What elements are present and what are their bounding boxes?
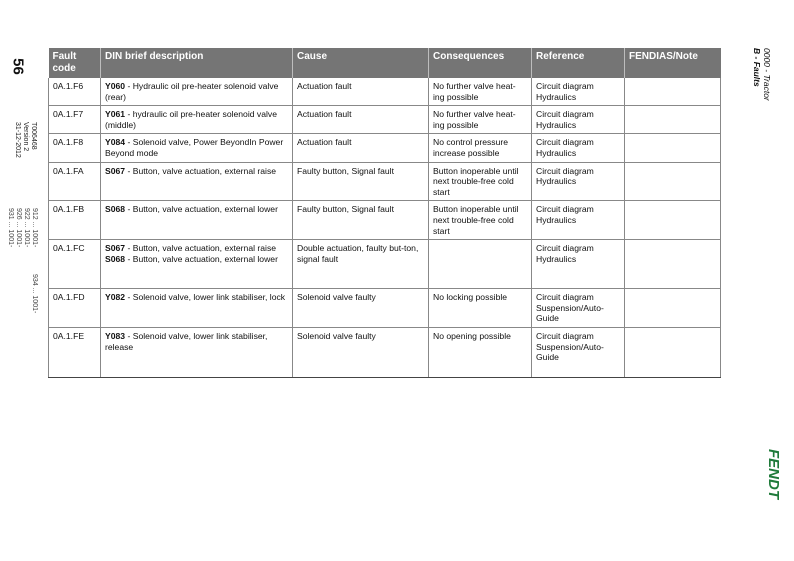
consequences-cell (429, 240, 532, 289)
faults-table (48, 48, 721, 378)
left-margin (4, 48, 40, 368)
doc-date: 31-12-2012 (14, 122, 21, 158)
table-row (49, 289, 721, 328)
fault-code-cell: 0A.1.F8 (49, 134, 101, 162)
fault-code-cell: 0A.1.FD (49, 289, 101, 328)
section-line-1: 0000 - Tractor (762, 48, 772, 101)
consequences-cell: No control pressure increase possible (429, 134, 532, 162)
description-entry (105, 166, 288, 177)
component-description: - Hydraulic oil pre-heater solenoid valve (rear) (105, 81, 279, 102)
table-row (49, 201, 721, 240)
table-row (49, 134, 721, 162)
note-cell (625, 78, 721, 106)
note-cell (625, 327, 721, 377)
col-fault-code: Fault code (49, 48, 101, 78)
component-description: - Button, valve actuation, external lower (125, 204, 278, 215)
consequences-cell: Button inoperable until next trouble-free cold start (429, 201, 532, 240)
cause-cell: Actuation fault (293, 134, 429, 162)
description-cell (101, 134, 293, 162)
component-description: - Solenoid valve, lower link stabiliser, release (105, 330, 268, 352)
component-description: - Solenoid valve, Power BeyondIn Power Beyond mode (105, 137, 284, 158)
table-row (49, 106, 721, 134)
note-cell (625, 106, 721, 134)
note-cell (625, 240, 721, 289)
consequences-cell: No further valve heat-ing possible (429, 78, 532, 106)
fault-code-cell: 0A.1.FA (49, 162, 101, 201)
description-cell (101, 162, 293, 201)
cause-cell: Actuation fault (293, 106, 429, 134)
table-row (49, 327, 721, 377)
fendt-logo (752, 448, 782, 500)
description-cell (101, 106, 293, 134)
cause-cell: Double actuation, faulty but-ton, signal fault (293, 240, 429, 289)
component-code: S068 (105, 204, 126, 215)
fault-code-cell: 0A.1.F6 (49, 78, 101, 106)
serial-range: 912 ... 1001- (31, 208, 38, 248)
col-cause: Cause (293, 48, 429, 78)
cause-cell: Faulty button, Signal fault (293, 162, 429, 201)
description-entry (105, 243, 288, 254)
note-cell (625, 162, 721, 201)
component-description: - Button, valve actuation, external raise (125, 165, 277, 176)
serial-range: 931 ... 1001- (7, 208, 14, 248)
fault-code-cell: 0A.1.FE (49, 327, 101, 377)
cause-cell: Solenoid valve faulty (293, 289, 429, 328)
table-row (49, 162, 721, 201)
col-fendias-note: FENDIAS/Note (625, 48, 721, 78)
description-cell (101, 327, 293, 377)
consequences-cell: No opening possible (429, 327, 532, 377)
description-entry (105, 204, 288, 215)
cause-cell: Solenoid valve faulty (293, 327, 429, 377)
consequences-cell: No further valve heat-ing possible (429, 106, 532, 134)
reference-cell: Circuit diagram Hydraulics (532, 240, 625, 289)
description-cell (101, 240, 293, 289)
note-cell (625, 201, 721, 240)
description-entry (105, 292, 288, 303)
component-code: S067 (105, 243, 126, 254)
note-cell (625, 134, 721, 162)
reference-cell: Circuit diagram Hydraulics (532, 106, 625, 134)
reference-cell: Circuit diagram Hydraulics (532, 201, 625, 240)
note-cell (625, 289, 721, 328)
component-description: - Solenoid valve, lower link stabiliser, lock (125, 292, 286, 303)
component-description: - Button, valve actuation, external raise (125, 243, 277, 254)
description-cell (101, 78, 293, 106)
col-consequences: Consequences (429, 48, 532, 78)
consequences-cell: Button inoperable until next trouble-free cold start (429, 162, 532, 201)
description-entry (105, 331, 288, 352)
doc-version: Version 2 (22, 122, 29, 152)
table-body (49, 78, 721, 377)
reference-cell: Circuit diagram Hydraulics (532, 78, 625, 106)
section-line-2: B - Faults (752, 48, 762, 87)
description-entry (105, 81, 288, 102)
component-description: - Button, valve actuation, external lower (125, 253, 278, 264)
component-code: Y082 (105, 292, 126, 303)
table-row (49, 78, 721, 106)
component-description: - hydraulic oil pre-heater solenoid valve (middle) (105, 109, 277, 130)
description-entry (105, 254, 288, 265)
component-code: Y083 (105, 330, 126, 341)
col-din-description: DIN brief description (101, 48, 293, 78)
table-header-row (49, 48, 721, 78)
description-entry (105, 109, 288, 130)
serial-ranges (6, 208, 38, 247)
component-code: S068 (105, 253, 126, 264)
fault-code-cell: 0A.1.FC (49, 240, 101, 289)
reference-cell: Circuit diagram Hydraulics (532, 134, 625, 162)
logo-text: FENDT (765, 449, 782, 499)
reference-cell: Circuit diagram Hydraulics (532, 162, 625, 201)
component-code: S067 (105, 165, 126, 176)
fault-code-cell: 0A.1.F7 (49, 106, 101, 134)
reference-cell: Circuit diagram Suspension/Auto-Guide (532, 289, 625, 328)
table-row (49, 240, 721, 289)
fault-code-cell: 0A.1.FB (49, 201, 101, 240)
document-info (13, 122, 37, 158)
description-entry (105, 137, 288, 158)
cause-cell: Actuation fault (293, 78, 429, 106)
serial-range-extra: 934 ... 1001- (31, 274, 38, 314)
col-reference: Reference (532, 48, 625, 78)
serial-range: 926 ... 1001- (15, 208, 22, 248)
serial-range: 922 ... 1001- (23, 208, 30, 248)
consequences-cell: No locking possible (429, 289, 532, 328)
reference-cell: Circuit diagram Suspension/Auto-Guide (532, 327, 625, 377)
component-code: Y061 (105, 109, 126, 120)
component-code: Y060 (105, 81, 126, 91)
description-cell (101, 201, 293, 240)
page-number: 56 (9, 58, 27, 75)
description-cell (101, 289, 293, 328)
cause-cell: Faulty button, Signal fault (293, 201, 429, 240)
doc-id: T006468 (30, 122, 37, 150)
component-code: Y084 (105, 137, 126, 148)
